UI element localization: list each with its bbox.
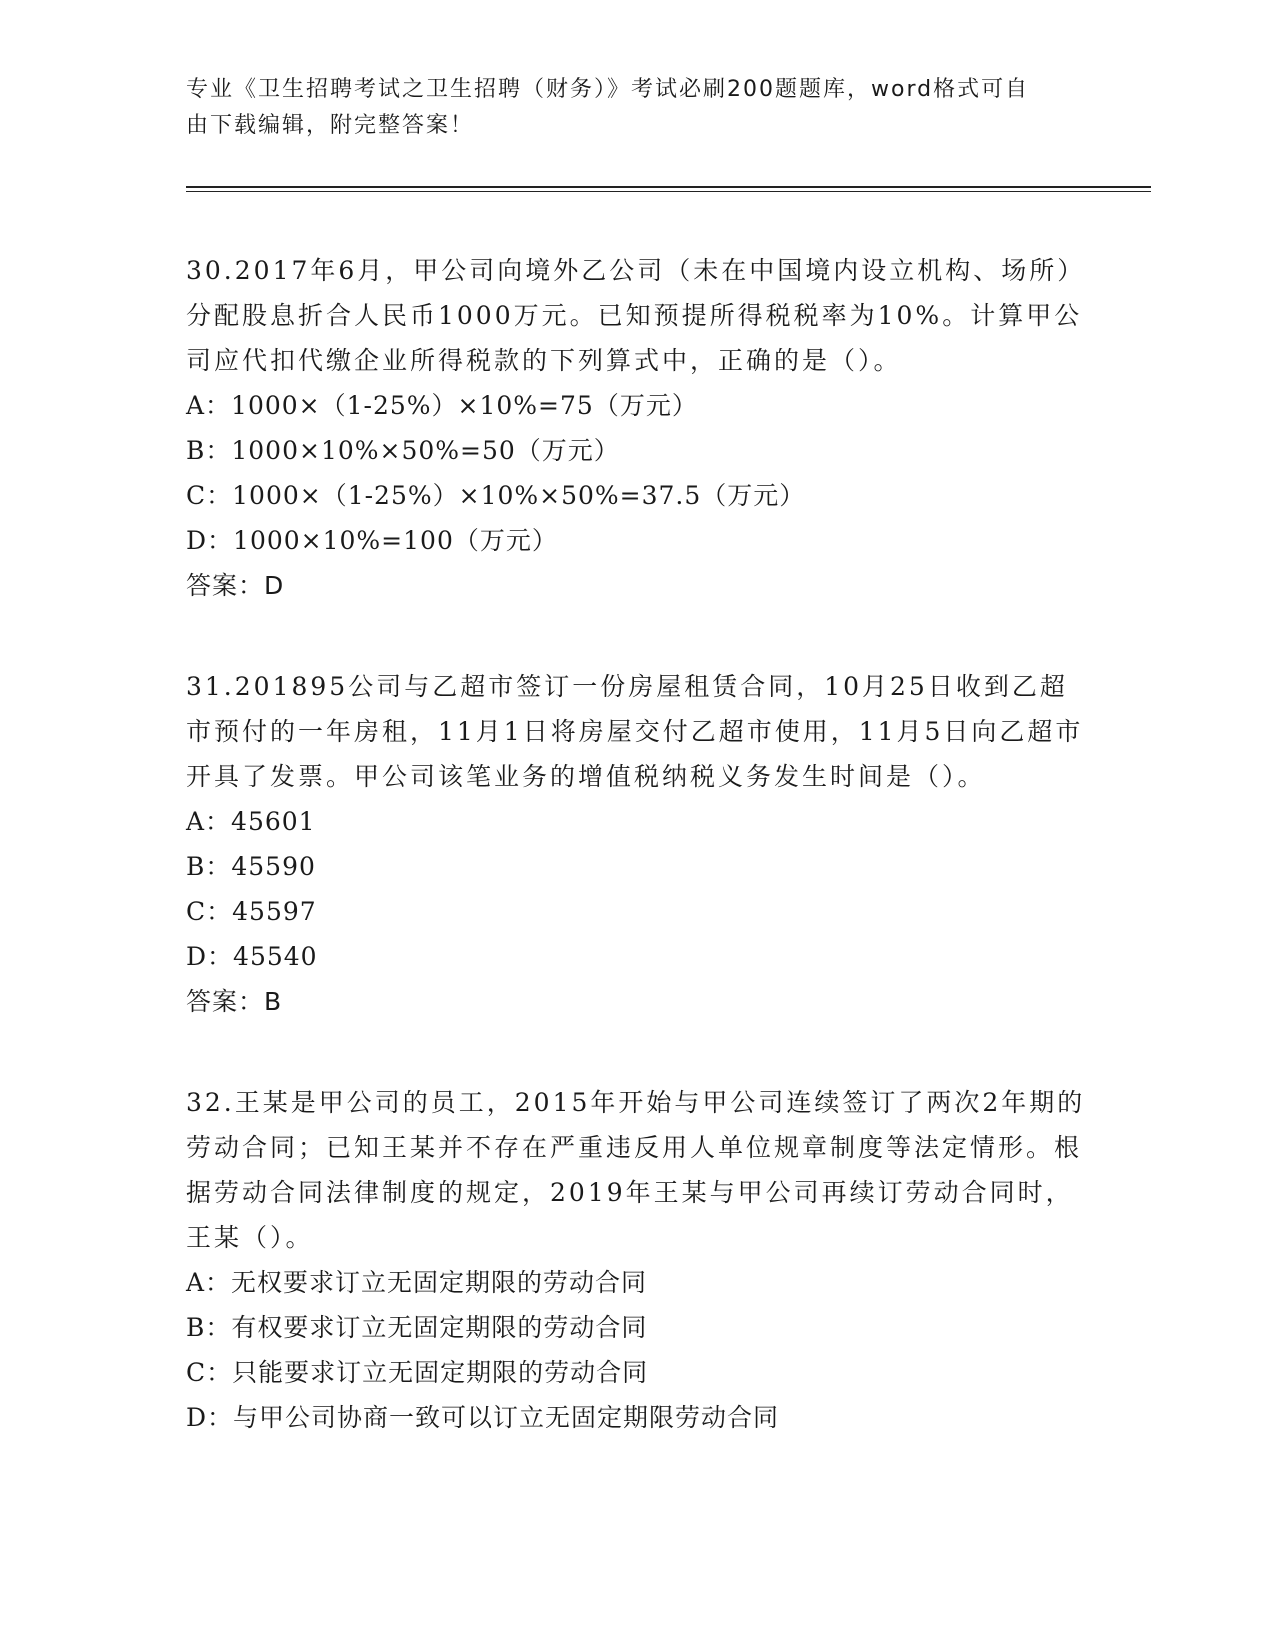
- document-header: [186, 72, 1066, 144]
- header-line-2: 由下载编辑，附完整答案！: [186, 113, 475, 138]
- option-b: B：有权要求订立无固定期限的劳动合同: [186, 1313, 648, 1342]
- header-rule-thick: [186, 186, 1151, 188]
- question-30: [186, 248, 1151, 608]
- option-c: C：只能要求订立无固定期限的劳动合同: [186, 1358, 649, 1387]
- option-a: A：45601: [186, 807, 316, 836]
- option-a: A：无权要求订立无固定期限的劳动合同: [186, 1268, 648, 1297]
- question-31: [186, 664, 1151, 1024]
- option-c: C：45597: [186, 897, 317, 926]
- question-text: 32.王某是甲公司的员工，2015年开始与甲公司连续签订了两次2年期的劳动合同；已知王某并不存在严重违反用人单位规章制度等法定情形。根据劳动合同法律制度的规定，2019年王某与甲公司再续订劳动合同时，王某（）。: [186, 1088, 1086, 1252]
- question-text: 31.201895公司与乙超市签订一份房屋租赁合同，10月25日收到乙超市预付的一年房租，11月1日将房屋交付乙超市使用，11月5日向乙超市开具了发票。甲公司该笔业务的增值税纳税义务发生时间是（）。: [186, 672, 1084, 791]
- option-a: A：1000×（1-25%）×10%=75（万元）: [186, 391, 698, 420]
- option-d: D：45540: [186, 942, 318, 971]
- option-d: D：1000×10%=100（万元）: [186, 526, 558, 555]
- document-page: [186, 72, 1151, 1440]
- option-b: B：45590: [186, 852, 316, 881]
- answer-line: 答案：B: [186, 987, 283, 1016]
- option-b: B：1000×10%×50%=50（万元）: [186, 436, 620, 465]
- option-c: C：1000×（1-25%）×10%×50%=37.5（万元）: [186, 481, 806, 510]
- option-d: D：与甲公司协商一致可以订立无固定期限劳动合同: [186, 1403, 780, 1432]
- header-line-1: 专业《卫生招聘考试之卫生招聘（财务）》考试必刷200题题库，word格式可自: [186, 77, 1030, 102]
- header-rule-thin: [186, 191, 1151, 192]
- question-32: [186, 1080, 1151, 1440]
- answer-line: 答案：D: [186, 571, 285, 600]
- question-text: 30.2017年6月，甲公司向境外乙公司（未在中国境内设立机构、场所）分配股息折合人民币1000万元。已知预提所得税税率为10%。计算甲公司应代扣代缴企业所得税款的下列算式中，正确的是（）。: [186, 256, 1086, 375]
